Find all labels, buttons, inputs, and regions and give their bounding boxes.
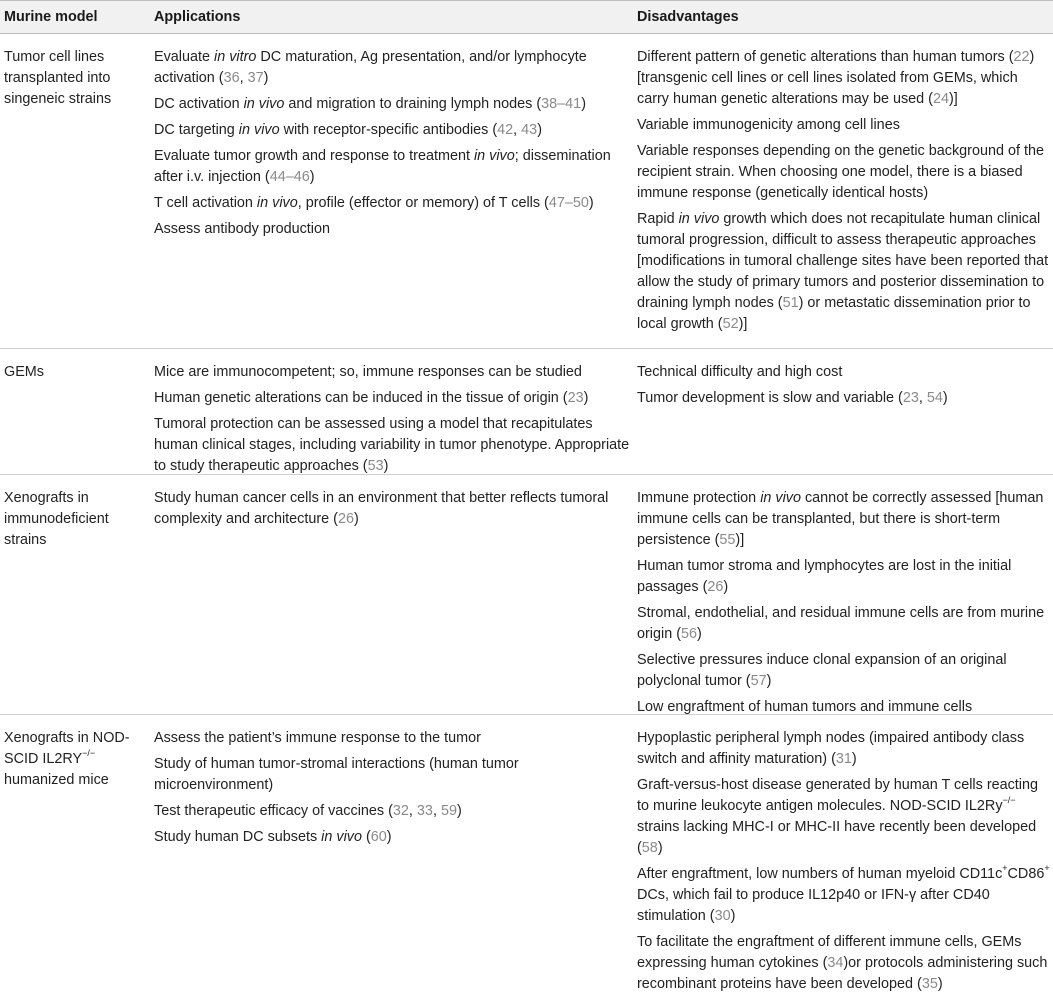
application-item [154, 120, 637, 141]
text-segment: strains lacking MHC-I or MHC-II have recently been developed ( [637, 819, 1037, 856]
text-segment: ) [transgenic cell lines or cell lines isolated from GEMs, which carry human genetic alterations may be used ( [637, 49, 1035, 107]
table-row [0, 349, 1053, 475]
model-name: Tumor cell lines transplanted into singeneic strains [4, 49, 112, 107]
text-segment: ( [361, 829, 371, 845]
text-segment: cannot be correctly assessed [human immune cells can be transplanted, but there is short-term persistence ( [637, 490, 1044, 548]
reference-link[interactable]: 38–41 [541, 96, 582, 112]
text-segment: T cell activation [154, 195, 257, 211]
text-segment: ) [383, 458, 389, 474]
text-segment: ) [386, 829, 392, 845]
disadvantage-item [637, 115, 1051, 136]
text-segment: Variable immunogenicity among cell lines [637, 117, 900, 133]
application-item [154, 193, 637, 214]
text-segment: ) [353, 511, 359, 527]
disadvantage-item [637, 141, 1051, 204]
italic-term: in vivo [243, 96, 285, 112]
text-segment: ) [723, 579, 729, 595]
reference-link[interactable]: 56 [681, 626, 698, 642]
disadvantages-cell [637, 715, 1053, 992]
text-segment: Xenografts in NOD-SCID IL2RY [4, 730, 130, 767]
application-item [154, 388, 637, 409]
text-segment: ) [697, 626, 702, 642]
text-segment: growth which does not recapitulate human clinical tumoral progression, difficult to assess therapeutic approaches [modifications in tumoral challenge sites have been reported that allow the study of primary tumors and posterior dissemination to draining lymph nodes ( [637, 211, 1049, 311]
table-row [0, 34, 1053, 349]
disadvantage-item [637, 728, 1051, 770]
disadvantage-item [637, 932, 1051, 995]
text-segment: Study human cancer cells in an environment that better reflects tumoral complexity and architecture ( [154, 490, 609, 527]
model-cell [0, 475, 154, 714]
model-cell [0, 349, 154, 474]
reference-link[interactable]: 37 [247, 70, 264, 86]
italic-term: in vivo [473, 148, 515, 164]
text-segment: Immune protection [637, 490, 761, 506]
application-item [154, 488, 637, 530]
disadvantage-item [637, 603, 1051, 645]
disadvantage-item [637, 650, 1051, 692]
header-disadvantages: Disadvantages [637, 9, 739, 25]
text-segment: After engraftment, low numbers of human myeloid CD11c [637, 866, 1003, 882]
disadvantage-item [637, 864, 1051, 927]
model-cell [0, 34, 154, 348]
application-item [154, 414, 637, 477]
superscript: −/− [82, 748, 96, 759]
application-item [154, 47, 637, 89]
text-segment: and migration to draining lymph nodes ( [284, 96, 542, 112]
application-item [154, 728, 637, 749]
reference-link[interactable]: 52 [722, 316, 739, 332]
text-segment: DCs, which fail to produce IL12p40 or IFN-γ after CD40 stimulation ( [637, 887, 990, 924]
text-segment: Study human DC subsets [154, 829, 322, 845]
text-segment: Stromal, endothelial, and residual immune cells are from murine origin ( [637, 605, 1045, 642]
text-segment: Variable responses depending on the genetic background of the recipient strain. When choosing one model, there is a biased immune response (genetically identical hosts) [637, 143, 1044, 201]
text-segment: Technical difficulty and high cost [637, 364, 843, 380]
text-segment: ) [263, 70, 269, 86]
model-name: Xenografts in immunodeficient strains [4, 490, 109, 548]
reference-link[interactable]: 53 [367, 458, 384, 474]
applications-cell [154, 349, 637, 474]
text-segment: , [918, 390, 927, 406]
disadvantage-item [637, 556, 1051, 598]
text-segment: ) [730, 908, 736, 924]
text-segment: Human tumor stroma and lymphocytes are lost in the initial passages ( [637, 558, 1012, 595]
reference-link[interactable]: 51 [782, 295, 799, 311]
table-header [0, 0, 1053, 34]
superscript: + [1002, 863, 1008, 874]
reference-link[interactable]: 34 [827, 955, 844, 971]
text-segment: )] [948, 91, 958, 107]
text-segment: Tumoral protection can be assessed using a model that recapitulates human clinical stages, including variability in tumor phenotype. Appropriate to study therapeutic approaches ( [154, 416, 630, 474]
text-segment: ) [942, 390, 948, 406]
text-segment: Different pattern of genetic alterations than human tumors ( [637, 49, 1014, 65]
text-segment: , [513, 122, 522, 138]
text-segment: Study of human tumor-stromal interactions (human tumor microenvironment) [154, 756, 519, 793]
text-segment: DC targeting [154, 122, 239, 138]
text-segment: , [408, 803, 417, 819]
text-segment: DC maturation, Ag presentation, and/or lymphocyte activation ( [154, 49, 587, 86]
text-segment: , [239, 70, 248, 86]
reference-link[interactable]: 32 [392, 803, 409, 819]
applications-cell [154, 34, 637, 348]
text-segment: Human genetic alterations can be induced in the tissue of origin ( [154, 390, 568, 406]
reference-link[interactable]: 35 [921, 976, 938, 992]
italic-term: in vivo [678, 211, 720, 227]
text-segment: ) [937, 976, 943, 992]
superscript: + [1044, 863, 1050, 874]
disadvantage-item [637, 488, 1051, 551]
disadvantage-item [637, 388, 1051, 409]
text-segment: Low engraftment of human tumors and immune cells [637, 699, 973, 715]
reference-link[interactable]: 58 [641, 840, 658, 856]
reference-link[interactable]: 43 [521, 122, 538, 138]
header-applications: Applications [154, 9, 241, 25]
disadvantages-cell [637, 475, 1053, 714]
reference-link[interactable]: 44–46 [269, 169, 310, 185]
text-segment: ) [537, 122, 542, 138]
text-segment: humanized mice [4, 772, 109, 788]
text-segment: CD86 [1007, 866, 1045, 882]
text-segment: Selective pressures induce clonal expansion of an original polyclonal tumor ( [637, 652, 1007, 689]
application-item [154, 801, 637, 822]
reference-link[interactable]: 24 [932, 91, 949, 107]
disadvantage-item [637, 775, 1051, 859]
text-segment: ) [657, 840, 663, 856]
italic-term: in vitro [214, 49, 257, 65]
table-row [0, 475, 1053, 715]
disadvantage-item [637, 209, 1051, 335]
model-name: GEMs [4, 364, 44, 380]
reference-link[interactable]: 60 [370, 829, 387, 845]
disadvantages-cell [637, 34, 1053, 348]
italic-term: in vivo [760, 490, 801, 506]
text-segment: ) [309, 169, 315, 185]
text-segment: Assess antibody production [154, 221, 330, 237]
text-segment: Mice are immunocompetent; so, immune responses can be studied [154, 364, 582, 380]
reference-link[interactable]: 57 [750, 673, 767, 689]
disadvantages-cell [637, 349, 1053, 474]
text-segment: DC activation [154, 96, 244, 112]
reference-link[interactable]: 22 [1013, 49, 1030, 65]
application-item [154, 146, 637, 188]
text-segment: with receptor-specific antibodies ( [279, 122, 498, 138]
italic-term: in vivo [256, 195, 298, 211]
reference-link[interactable]: 26 [707, 579, 724, 595]
reference-link[interactable]: 30 [714, 908, 731, 924]
text-segment: Hypoplastic peripheral lymph nodes (impaired antibody class switch and affinity maturation) ( [637, 730, 1025, 767]
text-segment: , [432, 803, 441, 819]
italic-term: in vivo [238, 122, 280, 138]
text-segment: Test therapeutic efficacy of vaccines ( [154, 803, 393, 819]
text-segment: ) [456, 803, 462, 819]
italic-term: in vivo [321, 829, 362, 845]
text-segment: )] [735, 532, 745, 548]
reference-link[interactable]: 33 [416, 803, 433, 819]
disadvantage-item [637, 47, 1051, 110]
reference-link[interactable]: 55 [719, 532, 736, 548]
text-segment: ) [766, 673, 772, 689]
model-cell [0, 715, 154, 949]
reference-link[interactable]: 59 [440, 803, 457, 819]
superscript: −/− [1002, 795, 1016, 806]
reference-link[interactable]: 31 [835, 751, 852, 767]
text-segment: ) [588, 195, 594, 211]
text-segment: )or protocols administering such recombinant proteins have been developed ( [637, 955, 1048, 992]
text-segment: ) [581, 96, 586, 112]
reference-link[interactable]: 42 [497, 122, 514, 138]
text-segment: Graft-versus-host disease generated by human T cells reacting to murine leukocyte antigen molecules. NOD-SCID IL2Ry [637, 777, 1039, 814]
application-item [154, 827, 637, 848]
header-murine-model: Murine model [4, 9, 98, 25]
reference-link[interactable]: 26 [337, 511, 354, 527]
text-segment: ) [851, 751, 857, 767]
text-segment: )] [738, 316, 748, 332]
text-segment: ; dissemination after i.v. injection ( [154, 148, 611, 185]
applications-cell [154, 715, 637, 949]
table-row [0, 715, 1053, 992]
application-item [154, 94, 637, 115]
text-segment: ) [583, 390, 589, 406]
disadvantage-item [637, 362, 1051, 383]
text-segment: Tumor development is slow and variable ( [637, 390, 903, 406]
reference-link[interactable]: 36 [223, 70, 240, 86]
reference-link[interactable]: 54 [926, 390, 943, 406]
applications-cell [154, 475, 637, 714]
reference-link[interactable]: 47–50 [548, 195, 589, 211]
application-item [154, 219, 637, 240]
reference-link[interactable]: 23 [902, 390, 919, 406]
text-segment: Evaluate tumor growth and response to treatment [154, 148, 474, 164]
reference-link[interactable]: 23 [567, 390, 584, 406]
text-segment: To facilitate the engraftment of different immune cells, GEMs expressing human cytokines ( [637, 934, 1022, 971]
text-segment: ) or metastatic dissemination prior to local growth ( [637, 295, 1031, 332]
text-segment: Rapid [637, 211, 679, 227]
application-item [154, 362, 637, 383]
application-item [154, 754, 637, 796]
text-segment: Evaluate [154, 49, 215, 65]
text-segment: Assess the patient’s immune response to the tumor [154, 730, 481, 746]
text-segment: , profile (effector or memory) of T cells ( [297, 195, 549, 211]
